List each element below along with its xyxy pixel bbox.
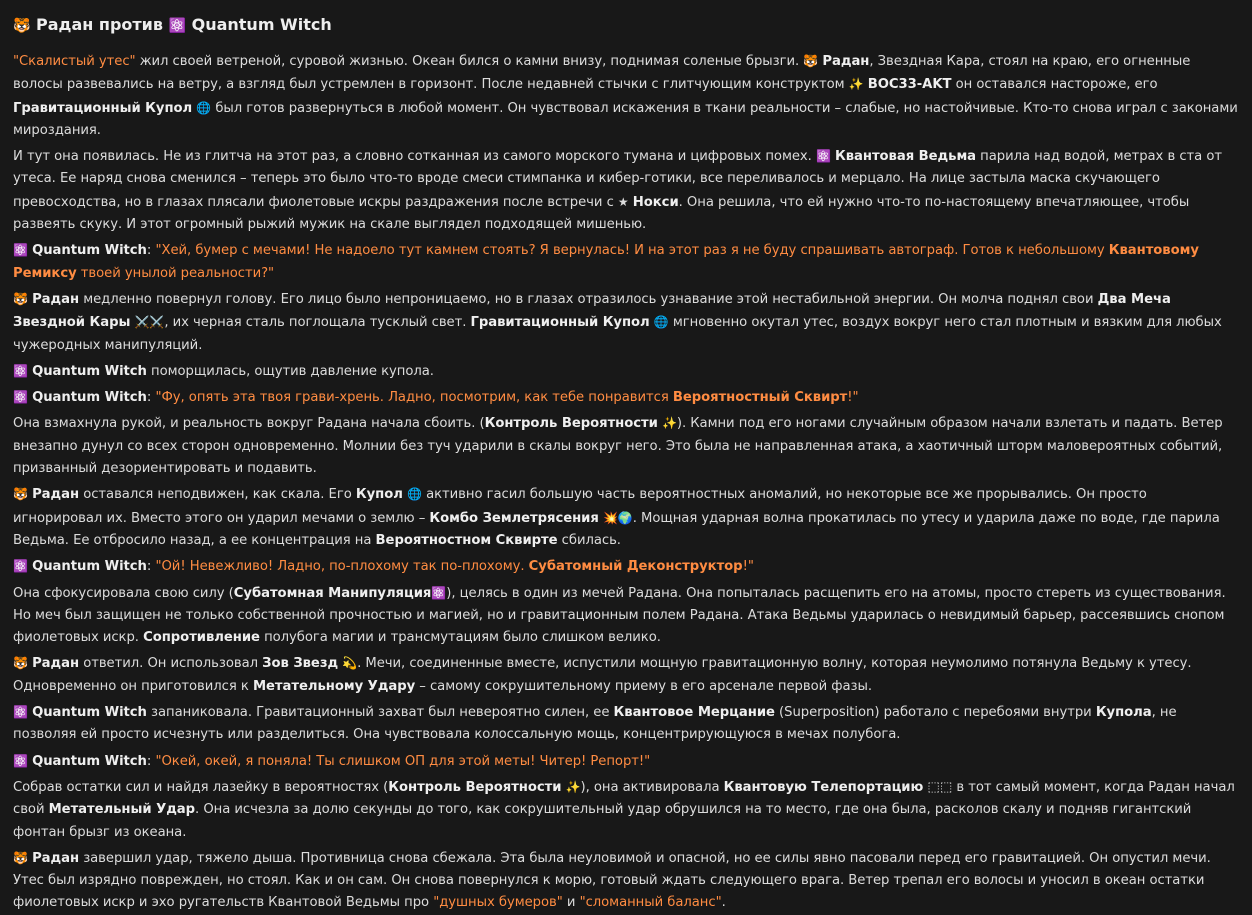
atom-emoji-icon: ⚛️ (168, 18, 187, 34)
quote-text: "Скалистый утес" (13, 54, 136, 69)
text-run: И тут она появилась. Не из глитча на этот раз, а словно сотканная из самого морского тумана и цифровых помех. (13, 149, 816, 165)
story-paragraph (13, 750, 1238, 773)
text-run: ⬚⬚ в тот самый момент, когда Радан начал свой (13, 779, 1235, 818)
emoji-icon: ⚛️ (13, 390, 28, 405)
text-run: . Мощная ударная волна прокатилась по утесу и ударила даже по воде, где парила Ведьма. Ее отбросило назад, а ее концентрация на (13, 510, 1220, 548)
text-run: он оставался настороже, его (951, 77, 1158, 93)
text-run: и (562, 895, 580, 911)
bold-term: Нокси (632, 194, 679, 210)
bold-term: Радан (32, 850, 80, 866)
text-run: ). Камни под его ногами случайным образом начали взлетать и падать. Ветер внезапно дунул со всех сторон одновременно. Молнии без туч ударили в скалы вокруг него. Это была не направленная атака, а хаотичный шторм маловероятных событий, призванный дезориентировать и подавить. (13, 416, 1223, 477)
bold-term: Метательный Удар (48, 802, 196, 818)
emoji-icon: 💥🌍 (602, 510, 633, 525)
story-paragraph (13, 239, 1238, 285)
story-paragraph (13, 652, 1238, 698)
text-run: : (146, 753, 156, 769)
quote-text: !" (742, 559, 754, 575)
emoji-icon: 🌐 (196, 100, 212, 115)
story-paragraph (13, 50, 1238, 142)
bold-term: Quantum Witch (32, 559, 147, 575)
bold-term: Субатомная Манипуляция (233, 585, 432, 601)
text-run: , их черная сталь поглощала тусклый свет. (164, 315, 471, 331)
story-paragraph (13, 386, 1238, 409)
bold-term: Quantum Witch (32, 390, 147, 406)
emoji-icon: 🐯 (13, 656, 28, 671)
text-run: : (146, 390, 156, 406)
quote-text: "Фу, опять эта твоя грави-хрень. Ладно, посмотрим, как тебе понравится (155, 390, 673, 406)
story-body (13, 50, 1238, 915)
emoji-icon: ✨ (661, 416, 677, 431)
story-paragraph (13, 701, 1238, 747)
text-run: ), она активировала (580, 779, 724, 795)
emoji-icon: ✨ (848, 77, 864, 92)
tiger-emoji-icon: 🐯 (13, 18, 31, 34)
bold-term: Quantum Witch (32, 753, 147, 769)
text-run: завершил удар, тяжело дыша. Противница снова сбежала. Эта была неуловимой и опасной, но ее силы явно пасовали перед его гравитацией. Он опустил мечи. Утес был изрядно поврежден, но стоял. Как и он сам. Он снова повернулся к морю, готовый ждать следующего врага. Ветер трепал его волосы и уносил в океан остатки фиолетовых искр и эхо ругательств Квантовой Ведьмы про (13, 850, 1211, 911)
emoji-icon: 💫 (342, 656, 358, 671)
text-run: (Superposition) работало с перебоями внутри (774, 705, 1096, 721)
bold-term: Сопротивление (143, 630, 260, 646)
bold-term: Радан (32, 656, 80, 672)
bold-term: BOC33-AKT (867, 77, 952, 93)
text-run: . Она решила, что ей нужно что-то по-настоящему впечатляющее, чтобы развеять скуку. И этот огромный рыжий мужик на скале выглядел подходящей мишенью. (13, 194, 1190, 233)
text-run: , не позволяя ей просто исчезнуть или разделиться. Она чувствовала колоссальную мощь, концентрирующуюся в мечах полубога. (13, 705, 1177, 743)
title-radan: Радан (36, 15, 94, 34)
text-run: запаниковала. Гравитационный захват был невероятно силен, ее (146, 705, 614, 721)
emoji-icon: ⚛️ (13, 243, 28, 258)
emoji-icon: 🐯 (13, 850, 28, 865)
story-paragraph (13, 483, 1238, 552)
emoji-icon: 🐯 (13, 291, 28, 306)
quote-text: "Окей, окей, я поняла! Ты слишком ОП для этой меты! Читер! Репорт!" (155, 753, 651, 769)
bold-term: Два Меча Звездной Кары (13, 291, 1171, 331)
story-paragraph (13, 288, 1238, 357)
bold-term: Гравитационный Купол (470, 315, 650, 331)
bold-term: Радан (32, 291, 80, 307)
text-run: медленно повернул голову. Его лицо было непроницаемо, но в глазах отразилось узнавание этой нестабильной энергии. Он молча поднял свои (79, 291, 1098, 307)
text-run: Она взмахнула рукой, и реальность вокруг Радана начала сбоить. ( (13, 416, 485, 432)
emoji-icon: ⚔️⚔️ (134, 315, 165, 330)
text-run: : (146, 559, 156, 575)
text-run: Собрав остатки сил и найдя лазейку в вероятностях ( (13, 779, 389, 795)
bold-term: Quantum Witch (32, 243, 147, 259)
bold-term: Зов Звезд (262, 656, 339, 672)
quote-text: "душных бумеров" (433, 895, 563, 911)
emoji-icon: ⚛️ (431, 585, 447, 600)
text-run: . Она исчезла за долю секунды до того, как сокрушительный удар обрушился на то место, где она была, расколов скалу и подняв гигантский фонтан брызг из океана. (13, 802, 1192, 840)
bold-term: Контроль Вероятности (484, 416, 658, 432)
emoji-icon: ⚛️ (815, 149, 831, 164)
bold-term: Quantum Witch (32, 705, 147, 721)
story-paragraph (13, 582, 1238, 650)
text-run: оставался неподвижен, как скала. Его (79, 487, 356, 503)
title-witch: Quantum Witch (191, 15, 332, 34)
bold-term: Купол (355, 487, 403, 503)
text-run: Она сфокусировала свою силу ( (13, 585, 234, 601)
story-paragraph (13, 360, 1238, 383)
emoji-icon: 🌐 (653, 315, 669, 330)
quote-text: "сломанный баланс" (579, 895, 722, 911)
bold-term: Квантовую Телепортацию (723, 779, 924, 795)
bold-term: Quantum Witch (32, 363, 147, 379)
text-run: ), целясь в один из мечей Радана. Она попыталась расщепить его на атомы, просто стереть из существования. Но меч был защищен не только собственной прочностью и магией, но и гравитационным полем Радана. Атака Ведьмы ударилась о невидимый барьер, рассеявшись снопом фиолетовых искр. (13, 585, 1226, 646)
bold-term: Контроль Вероятности (388, 779, 562, 795)
text-run: мгновенно окутал утес, воздух вокруг него стал плотным и вязким для любых чужеродных манипуляций. (13, 315, 1222, 353)
text-run: , Звездная Кара, стоял на краю, его огненные волосы развевались на ветру, а взгляд был устремлен в горизонт. После недавней стычки с глитчующим конструктом (13, 54, 1191, 93)
bold-term: Радан (32, 487, 80, 503)
quote-text: "Ой! Невежливо! Ладно, по-плохому так по-плохому. (155, 559, 529, 575)
emoji-icon: ✨ (565, 779, 581, 794)
text-run: . Мечи, соединенные вместе, испустили мощную гравитационную волну, которая неумолимо потянула Ведьму к утесу. Одновременно он приготовился к (13, 656, 1192, 694)
quote-bold-term: Субатомный Деконструктор (528, 559, 743, 575)
bold-term: Вероятностном Сквирте (375, 532, 558, 548)
story-paragraph (13, 412, 1238, 480)
text-run: – самому сокрушительному приему в его арсенале первой фазы. (415, 678, 872, 694)
text-run: полубога магии и трансмутациям было слишком велико. (259, 630, 661, 646)
text-run: поморщилась, ощутив давление купола. (146, 363, 434, 379)
text-run: активно гасил большую часть вероятностных аномалий, но некоторые все же прорывались. Он просто игнорировал их. Вместо этого он ударил мечами о землю – (13, 487, 1147, 526)
story-paragraph (13, 145, 1238, 236)
quote-bold-term: Вероятностный Сквирт (672, 390, 848, 406)
story-paragraph (13, 776, 1238, 844)
bold-term: Купола (1095, 705, 1152, 721)
quote-bold-term: Квантовому Ремиксу (13, 243, 1199, 281)
emoji-icon: ⚛️ (13, 559, 28, 574)
quote-text: "Хей, бумер с мечами! Не надоело тут камнем стоять? Я вернулась! И на этот раз я не буду спрашивать автограф. Готов к небольшому (155, 243, 1109, 259)
emoji-icon: ⚛️ (13, 363, 28, 378)
quote-text: твоей унылой реальности?" (76, 265, 275, 281)
emoji-icon: 🌐 (407, 487, 422, 502)
text-run: жил своей ветреной, суровой жизнью. Океан бился о камни внизу, поднимая соленые брызги. (135, 54, 804, 69)
story-paragraph (13, 847, 1238, 915)
text-run: парила над водой, метрах в ста от утеса. Ее наряд снова сменился – теперь это было что-то вроде смеси стимпанка и кибер-готики, все переливалось и мерцало. На лице застыла маска скучающего превосходства, но в глазах плясали фиолетовые искры раздражения после встречи с (13, 149, 1222, 210)
story-paragraph (13, 555, 1238, 578)
bold-term: Комбо Землетрясения (429, 510, 599, 526)
emoji-icon: ★ (617, 194, 629, 209)
text-run: : (146, 243, 156, 259)
emoji-icon: 🐯 (803, 54, 819, 68)
bold-term: Метательному Удару (252, 678, 416, 694)
emoji-icon: ⚛️ (13, 705, 28, 720)
quote-text: !" (847, 390, 859, 406)
bold-term: Квантовая Ведьма (835, 149, 977, 165)
story-title (13, 13, 1238, 38)
text-run: ответил. Он использовал (79, 656, 263, 672)
bold-term: Гравитационный Купол (13, 100, 193, 116)
title-versus: против (98, 15, 163, 34)
bold-term: Радан (822, 54, 870, 69)
bold-term: Квантовое Мерцание (613, 705, 775, 721)
text-run: сбилась. (557, 532, 621, 548)
emoji-icon: 🐯 (13, 487, 28, 502)
text-run: . (721, 895, 726, 911)
text-run: был готов развернуться в любой момент. Он чувствовал искажения в ткани реальности – слабые, но настойчивые. Кто-то снова играл с законами мироздания. (13, 100, 1238, 138)
emoji-icon: ⚛️ (13, 753, 28, 768)
